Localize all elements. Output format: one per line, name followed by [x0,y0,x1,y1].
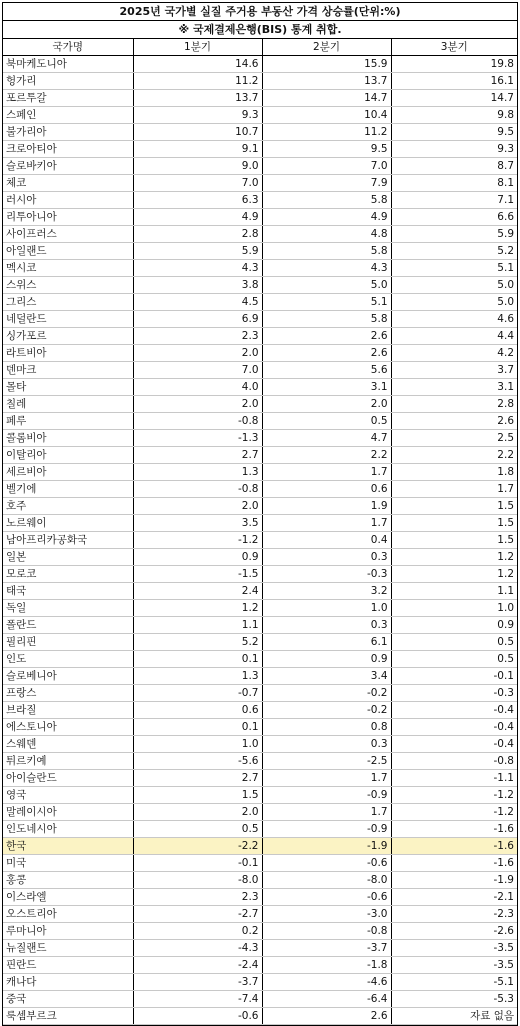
value-cell: 3.1 [391,379,517,396]
country-cell: 러시아 [3,192,133,209]
table-row [3,107,517,124]
country-cell: 아이슬란드 [3,770,133,787]
table-row [3,855,517,872]
value-cell: 9.5 [262,141,391,158]
country-cell: 오스트리아 [3,906,133,923]
value-cell: 4.3 [133,260,262,277]
value-cell: -1.6 [391,821,517,838]
value-cell: 1.1 [133,617,262,634]
value-cell: 1.7 [391,481,517,498]
country-cell: 크로아티아 [3,141,133,158]
value-cell: -2.4 [133,957,262,974]
country-cell: 덴마크 [3,362,133,379]
value-cell: 2.4 [133,583,262,600]
value-cell: 1.8 [391,464,517,481]
table-row [3,566,517,583]
country-cell: 홍콩 [3,872,133,889]
value-cell: 3.5 [133,515,262,532]
value-cell: 1.0 [262,600,391,617]
value-cell: 1.2 [133,600,262,617]
country-cell: 말레이시아 [3,804,133,821]
table-row [3,736,517,753]
value-cell: 2.6 [262,345,391,362]
value-cell: -0.2 [262,702,391,719]
table-body [3,56,517,1025]
table-row [3,396,517,413]
country-cell: 슬로바키아 [3,158,133,175]
value-cell: 5.2 [391,243,517,260]
value-cell: 1.2 [391,566,517,583]
value-cell: 10.4 [262,107,391,124]
value-cell: 0.5 [391,651,517,668]
country-cell: 멕시코 [3,260,133,277]
value-cell: 2.8 [133,226,262,243]
value-cell: 2.6 [262,328,391,345]
country-cell: 호주 [3,498,133,515]
value-cell: -0.4 [391,736,517,753]
value-cell: -1.3 [133,430,262,447]
table-row [3,413,517,430]
value-cell: 2.5 [391,430,517,447]
table-row [3,702,517,719]
table-row [3,651,517,668]
table-row [3,821,517,838]
country-cell: 인도네시아 [3,821,133,838]
country-cell: 칠레 [3,396,133,413]
price-growth-table [3,39,517,1025]
country-cell: 캐나다 [3,974,133,991]
table-row [3,498,517,515]
table-row [3,957,517,974]
value-cell: 1.3 [133,668,262,685]
header-q2: 2분기 [262,39,391,56]
table-row [3,56,517,73]
value-cell: -2.6 [391,923,517,940]
value-cell: -1.6 [391,838,517,855]
value-cell: 13.7 [262,73,391,90]
country-cell: 라트비아 [3,345,133,362]
value-cell: -2.1 [391,889,517,906]
table-row [3,940,517,957]
table-row [3,158,517,175]
country-cell: 미국 [3,855,133,872]
table-row [3,209,517,226]
value-cell: 0.3 [262,549,391,566]
table-row [3,872,517,889]
value-cell: -5.3 [391,991,517,1008]
country-cell: 에스토니아 [3,719,133,736]
value-cell: 2.2 [391,447,517,464]
country-cell: 북마케도니아 [3,56,133,73]
value-cell: 7.1 [391,192,517,209]
value-cell: -0.9 [262,787,391,804]
table-row [3,124,517,141]
value-cell: -0.8 [262,923,391,940]
value-cell: 3.7 [391,362,517,379]
value-cell: -0.8 [391,753,517,770]
value-cell: -1.8 [262,957,391,974]
country-cell: 스페인 [3,107,133,124]
table-row [3,175,517,192]
value-cell: -0.9 [262,821,391,838]
value-cell: 5.0 [391,277,517,294]
value-cell: -1.1 [391,770,517,787]
value-cell: 14.7 [262,90,391,107]
value-cell: 6.1 [262,634,391,651]
country-cell: 네덜란드 [3,311,133,328]
table-row [3,345,517,362]
country-cell: 체코 [3,175,133,192]
country-cell: 브라질 [3,702,133,719]
value-cell: -7.4 [133,991,262,1008]
value-cell: -1.9 [391,872,517,889]
value-cell: -8.0 [133,872,262,889]
value-cell: -1.2 [391,787,517,804]
table-row [3,617,517,634]
table-row [3,1008,517,1025]
table-row [3,464,517,481]
value-cell: 5.0 [262,277,391,294]
value-cell: 1.7 [262,804,391,821]
value-cell: 7.0 [262,158,391,175]
value-cell: -3.5 [391,957,517,974]
country-cell: 스위스 [3,277,133,294]
table-row [3,515,517,532]
value-cell: 2.0 [262,396,391,413]
value-cell: 0.1 [133,651,262,668]
data-table-sheet [2,2,518,1026]
header-q1: 1분기 [133,39,262,56]
country-cell: 헝가리 [3,73,133,90]
value-cell: 3.2 [262,583,391,600]
value-cell: -5.6 [133,753,262,770]
country-cell: 몰타 [3,379,133,396]
value-cell: 2.7 [133,447,262,464]
value-cell: 4.9 [133,209,262,226]
value-cell: -0.6 [133,1008,262,1025]
value-cell: 0.6 [133,702,262,719]
value-cell: 2.7 [133,770,262,787]
value-cell: -0.3 [391,685,517,702]
table-row [3,481,517,498]
value-cell: -1.5 [133,566,262,583]
table-row [3,974,517,991]
value-cell: 4.9 [262,209,391,226]
value-cell: 8.1 [391,175,517,192]
table-row [3,430,517,447]
value-cell: 0.2 [133,923,262,940]
value-cell: -0.6 [262,855,391,872]
country-cell: 튀르키예 [3,753,133,770]
value-cell: 0.5 [133,821,262,838]
value-cell: -0.7 [133,685,262,702]
country-cell: 불가리아 [3,124,133,141]
value-cell: -5.1 [391,974,517,991]
value-cell: -2.2 [133,838,262,855]
value-cell: -3.5 [391,940,517,957]
value-cell: 4.2 [391,345,517,362]
country-cell: 사이프러스 [3,226,133,243]
value-cell: -2.3 [391,906,517,923]
table-row [3,362,517,379]
country-cell: 독일 [3,600,133,617]
value-cell: 5.1 [262,294,391,311]
country-cell: 리투아니아 [3,209,133,226]
value-cell: 1.3 [133,464,262,481]
value-cell: 4.8 [262,226,391,243]
country-cell: 이스라엘 [3,889,133,906]
value-cell: 0.3 [262,736,391,753]
table-row [3,753,517,770]
value-cell: -0.4 [391,702,517,719]
table-row [3,668,517,685]
value-cell: 5.8 [262,311,391,328]
value-cell: -0.4 [391,719,517,736]
value-cell: 1.9 [262,498,391,515]
value-cell: 1.0 [391,600,517,617]
table-row [3,549,517,566]
country-cell: 콜롬비아 [3,430,133,447]
value-cell: -6.4 [262,991,391,1008]
table-row [3,685,517,702]
country-cell: 노르웨이 [3,515,133,532]
value-cell: -1.2 [391,804,517,821]
country-cell: 한국 [3,838,133,855]
country-cell: 태국 [3,583,133,600]
table-row [3,192,517,209]
value-cell: -3.7 [133,974,262,991]
table-row [3,583,517,600]
country-cell: 프랑스 [3,685,133,702]
country-cell: 슬로베니아 [3,668,133,685]
value-cell: 0.8 [262,719,391,736]
value-cell: 9.3 [133,107,262,124]
value-cell: -0.8 [133,413,262,430]
value-cell: 6.6 [391,209,517,226]
value-cell: 9.0 [133,158,262,175]
table-title: 2025년 국가별 실질 주거용 부동산 가격 상승률(단위:%) [3,3,517,21]
table-row [3,90,517,107]
value-cell: 2.0 [133,804,262,821]
value-cell: 2.3 [133,889,262,906]
country-cell: 루마니아 [3,923,133,940]
value-cell: -0.2 [262,685,391,702]
value-cell: -2.7 [133,906,262,923]
table-row [3,379,517,396]
value-cell: 5.6 [262,362,391,379]
country-cell: 이탈리아 [3,447,133,464]
country-cell: 인도 [3,651,133,668]
country-cell: 영국 [3,787,133,804]
value-cell: -8.0 [262,872,391,889]
country-cell: 그리스 [3,294,133,311]
value-cell: 1.0 [133,736,262,753]
value-cell: 13.7 [133,90,262,107]
value-cell: -1.6 [391,855,517,872]
value-cell: 자료 없음 [391,1008,517,1025]
value-cell: 5.8 [262,243,391,260]
value-cell: 4.5 [133,294,262,311]
country-cell: 모로코 [3,566,133,583]
value-cell: 0.5 [391,634,517,651]
table-row [3,889,517,906]
value-cell: 2.6 [262,1008,391,1025]
country-cell: 남아프리카공화국 [3,532,133,549]
table-row [3,328,517,345]
country-cell: 폴란드 [3,617,133,634]
table-row [3,532,517,549]
country-cell: 룩셈부르크 [3,1008,133,1025]
country-cell: 아일랜드 [3,243,133,260]
table-row [3,277,517,294]
value-cell: -1.2 [133,532,262,549]
value-cell: -3.0 [262,906,391,923]
table-row [3,719,517,736]
value-cell: 5.1 [391,260,517,277]
value-cell: 2.6 [391,413,517,430]
value-cell: 1.5 [391,532,517,549]
country-cell: 포르투갈 [3,90,133,107]
value-cell: -2.5 [262,753,391,770]
value-cell: -0.1 [391,668,517,685]
value-cell: 0.9 [133,549,262,566]
value-cell: 19.8 [391,56,517,73]
country-cell: 스웨덴 [3,736,133,753]
value-cell: 9.1 [133,141,262,158]
table-row [3,634,517,651]
value-cell: 1.7 [262,770,391,787]
value-cell: 2.0 [133,498,262,515]
table-row [3,73,517,90]
value-cell: 2.2 [262,447,391,464]
value-cell: -0.6 [262,889,391,906]
value-cell: 4.4 [391,328,517,345]
value-cell: 6.9 [133,311,262,328]
value-cell: 0.6 [262,481,391,498]
value-cell: 2.8 [391,396,517,413]
table-row [3,447,517,464]
value-cell: -3.7 [262,940,391,957]
value-cell: 1.5 [391,498,517,515]
country-cell: 뉴질랜드 [3,940,133,957]
country-cell: 필리핀 [3,634,133,651]
value-cell: 9.8 [391,107,517,124]
value-cell: 7.9 [262,175,391,192]
country-cell: 페루 [3,413,133,430]
header-row [3,39,517,56]
value-cell: 0.9 [262,651,391,668]
value-cell: 4.7 [262,430,391,447]
value-cell: 3.1 [262,379,391,396]
value-cell: 2.0 [133,345,262,362]
table-row [3,923,517,940]
header-country: 국가명 [3,39,133,56]
value-cell: 4.0 [133,379,262,396]
country-cell: 벨기에 [3,481,133,498]
value-cell: 10.7 [133,124,262,141]
value-cell: -0.8 [133,481,262,498]
table-row [3,991,517,1008]
header-q3: 3분기 [391,39,517,56]
value-cell: 9.3 [391,141,517,158]
country-cell: 일본 [3,549,133,566]
value-cell: 0.5 [262,413,391,430]
value-cell: 5.8 [262,192,391,209]
value-cell: -4.6 [262,974,391,991]
value-cell: 2.0 [133,396,262,413]
value-cell: 11.2 [262,124,391,141]
value-cell: -0.3 [262,566,391,583]
table-row [3,787,517,804]
value-cell: 15.9 [262,56,391,73]
value-cell: -1.9 [262,838,391,855]
country-cell: 핀란드 [3,957,133,974]
value-cell: 5.9 [133,243,262,260]
value-cell: 2.3 [133,328,262,345]
value-cell: 3.8 [133,277,262,294]
value-cell: 7.0 [133,175,262,192]
value-cell: 16.1 [391,73,517,90]
table-row [3,226,517,243]
value-cell: 0.3 [262,617,391,634]
country-cell: 중국 [3,991,133,1008]
value-cell: 1.2 [391,549,517,566]
value-cell: 14.7 [391,90,517,107]
value-cell: 7.0 [133,362,262,379]
value-cell: 1.5 [133,787,262,804]
table-row [3,243,517,260]
value-cell: 0.1 [133,719,262,736]
value-cell: 1.1 [391,583,517,600]
value-cell: -4.3 [133,940,262,957]
value-cell: 8.7 [391,158,517,175]
table-row [3,141,517,158]
value-cell: 3.4 [262,668,391,685]
source-note: ※ 국제결제은행(BIS) 통계 취합. [3,21,517,39]
value-cell: 6.3 [133,192,262,209]
table-row [3,804,517,821]
value-cell: 9.5 [391,124,517,141]
value-cell: 5.9 [391,226,517,243]
table-row [3,260,517,277]
value-cell: 0.4 [262,532,391,549]
country-cell: 세르비아 [3,464,133,481]
value-cell: 1.5 [391,515,517,532]
value-cell: 0.9 [391,617,517,634]
table-row [3,311,517,328]
value-cell: 1.7 [262,464,391,481]
table-row [3,294,517,311]
table-row [3,770,517,787]
value-cell: -0.1 [133,855,262,872]
value-cell: 14.6 [133,56,262,73]
table-row [3,838,517,855]
value-cell: 11.2 [133,73,262,90]
table-row [3,906,517,923]
value-cell: 5.2 [133,634,262,651]
value-cell: 4.6 [391,311,517,328]
country-cell: 싱가포르 [3,328,133,345]
value-cell: 1.7 [262,515,391,532]
value-cell: 4.3 [262,260,391,277]
table-row [3,600,517,617]
value-cell: 5.0 [391,294,517,311]
